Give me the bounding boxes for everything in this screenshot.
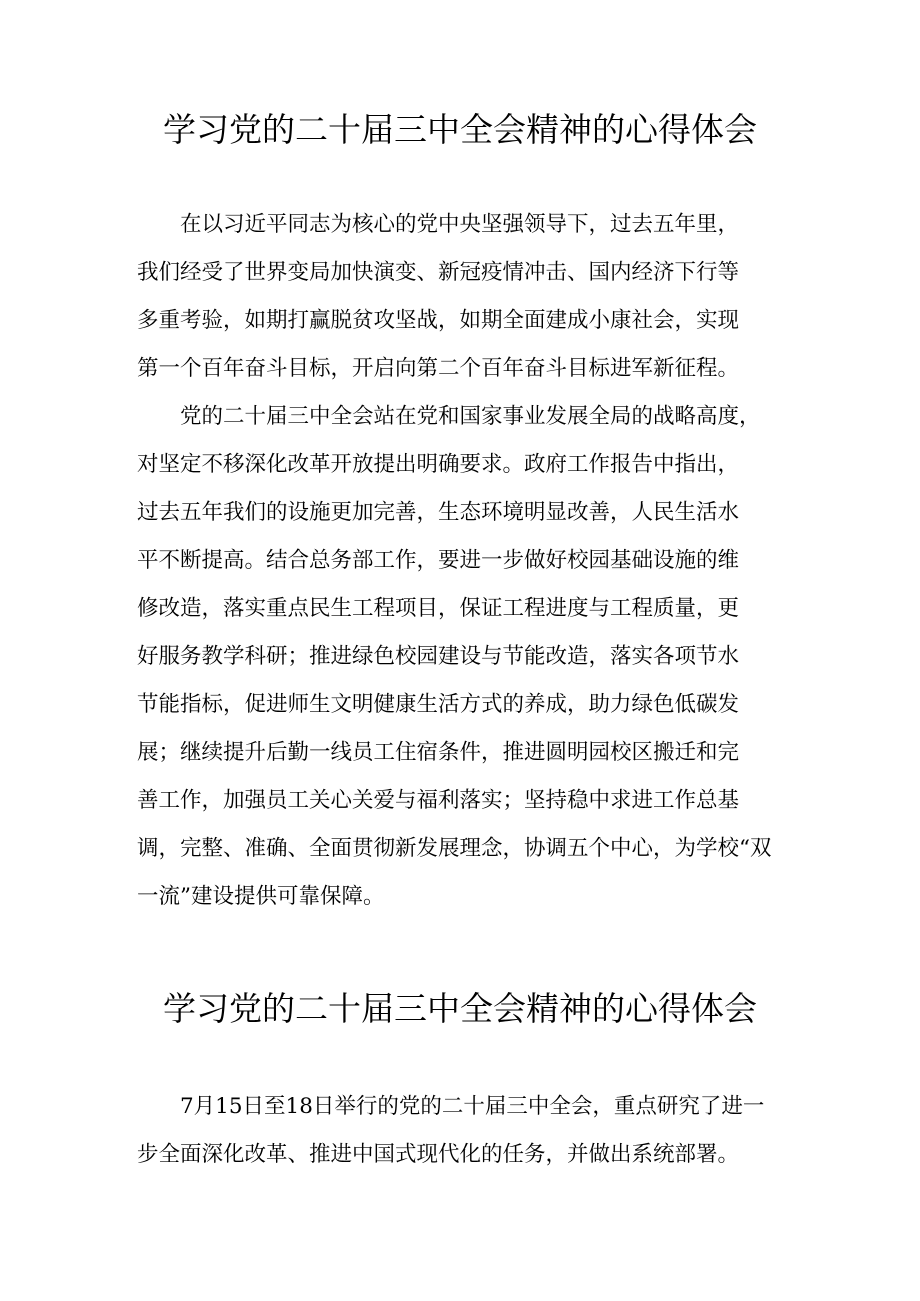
- text-line: 一流”建设提供可靠保障。: [137, 884, 385, 909]
- section-1-paragraph-2: [137, 393, 797, 921]
- text-line: 7月15日至18日举行的党的二十届三中全会，重点研究了进一: [180, 1094, 765, 1119]
- text-line: 我们经受了世界变局加快演变、新冠疫情冲击、国内经济下行等: [137, 260, 740, 285]
- text-line: 过去五年我们的设施更加完善，生态环境明显改善，人民生活水: [137, 500, 740, 525]
- section-1-title: 学习党的二十届三中全会精神的心得体会: [163, 110, 757, 149]
- text-line: 党的二十届三中全会站在党和国家事业发展全局的战略高度，: [180, 404, 761, 429]
- text-line: 好服务教学科研；推进绿色校园建设与节能改造，落实各项节水: [137, 644, 740, 669]
- text-line: 善工作，加强员工关心关爱与福利落实；坚持稳中求进工作总基: [137, 788, 740, 813]
- text-line: 对坚定不移深化改革开放提出明确要求。政府工作报告中指出，: [137, 452, 740, 477]
- text-line: 调，完整、准确、全面贯彻新发展理念，协调五个中心，为学校“双: [137, 836, 772, 861]
- text-line: 展；继续提升后勤一线员工住宿条件，推进圆明园校区搬迁和完: [137, 740, 740, 765]
- text-line: 多重考验，如期打赢脱贫攻坚战，如期全面建成小康社会，实现: [137, 308, 740, 333]
- text-line: 第一个百年奋斗目标，开启向第二个百年奋斗目标进军新征程。: [137, 356, 740, 381]
- section-2-paragraph-1: [137, 1083, 797, 1179]
- text-line: 节能指标，促进师生文明健康生活方式的养成，助力绿色低碳发: [137, 692, 740, 717]
- text-line: 修改造，落实重点民生工程项目，保证工程进度与工程质量，更: [137, 596, 740, 621]
- text-line: 在以习近平同志为核心的党中央坚强领导下，过去五年里，: [180, 212, 740, 237]
- section-2-title: 学习党的二十届三中全会精神的心得体会: [163, 989, 757, 1028]
- text-line: 步全面深化改革、推进中国式现代化的任务，并做出系统部署。: [137, 1142, 740, 1167]
- section-1-paragraph-1: [137, 201, 797, 393]
- text-line: 平不断提高。结合总务部工作，要进一步做好校园基础设施的维: [137, 548, 740, 573]
